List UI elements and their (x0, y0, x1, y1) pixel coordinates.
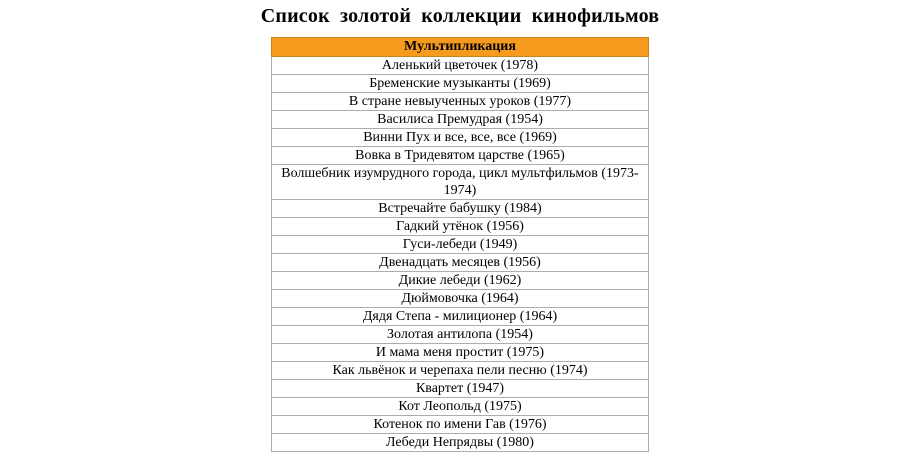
table-row (272, 129, 649, 147)
table-row (272, 290, 649, 308)
page-title: Список золотой коллекции кинофильмов (260, 5, 660, 27)
table-row (272, 434, 649, 452)
film-cell: Дядя Степа - милиционер (1964) (272, 308, 649, 326)
table-row (272, 200, 649, 218)
film-cell: Лебеди Непрядвы (1980) (272, 434, 649, 452)
table-row (272, 147, 649, 165)
table-header-row (272, 38, 649, 57)
film-cell: Как львёнок и черепаха пели песню (1974) (272, 362, 649, 380)
film-cell: Кот Леопольд (1975) (272, 398, 649, 416)
film-table (271, 37, 649, 452)
table-row (272, 272, 649, 290)
table-row (272, 308, 649, 326)
table-row (272, 326, 649, 344)
film-cell: Встречайте бабушку (1984) (272, 200, 649, 218)
film-cell: Василиса Премудрая (1954) (272, 111, 649, 129)
table-row (272, 165, 649, 200)
table-row (272, 93, 649, 111)
table-row (272, 57, 649, 75)
table-row (272, 236, 649, 254)
film-cell: Дикие лебеди (1962) (272, 272, 649, 290)
table-row (272, 398, 649, 416)
film-cell: Квартет (1947) (272, 380, 649, 398)
table-row (272, 344, 649, 362)
table-row (272, 362, 649, 380)
film-cell: Винни Пух и все, все, все (1969) (272, 129, 649, 147)
film-cell: Волшебник изумрудного города, цикл мультфильмов (1973-1974) (272, 165, 649, 200)
film-cell: Вовка в Тридевятом царстве (1965) (272, 147, 649, 165)
table-row (272, 111, 649, 129)
film-cell: И мама меня простит (1975) (272, 344, 649, 362)
table-row (272, 218, 649, 236)
table-row (272, 380, 649, 398)
film-cell: Гуси-лебеди (1949) (272, 236, 649, 254)
film-cell: Бременские музыканты (1969) (272, 75, 649, 93)
film-cell: Котенок по имени Гав (1976) (272, 416, 649, 434)
table-row (272, 75, 649, 93)
film-cell: Гадкий утёнок (1956) (272, 218, 649, 236)
film-cell: Золотая антилопа (1954) (272, 326, 649, 344)
table-row (272, 416, 649, 434)
table-header-cell: Мультипликация (272, 38, 649, 57)
film-cell: В стране невыученных уроков (1977) (272, 93, 649, 111)
film-cell: Дюймовочка (1964) (272, 290, 649, 308)
film-cell: Двенадцать месяцев (1956) (272, 254, 649, 272)
table-row (272, 254, 649, 272)
film-cell: Аленький цветочек (1978) (272, 57, 649, 75)
